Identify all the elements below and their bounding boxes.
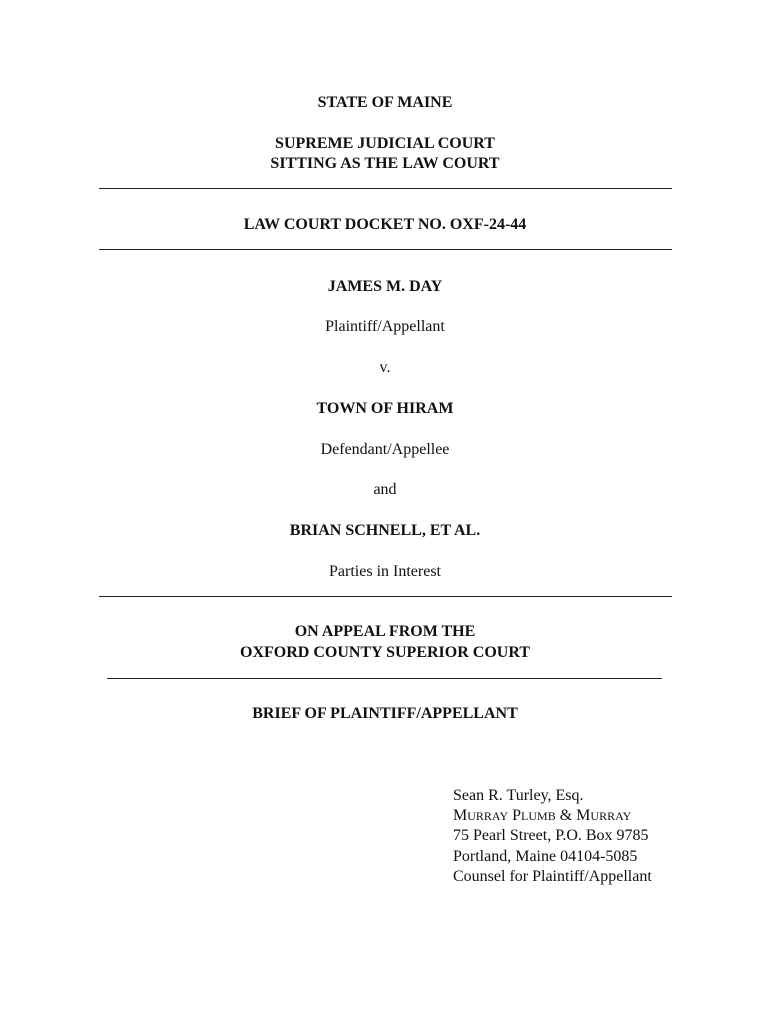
court-name-line2: SITTING AS THE LAW COURT bbox=[270, 155, 500, 172]
address-line2: Portland, Maine 04104-5085 bbox=[453, 848, 638, 865]
state-heading: STATE OF MAINE bbox=[317, 94, 453, 111]
plaintiff-name: JAMES M. DAY bbox=[327, 278, 443, 295]
defendant-role: Defendant/Appellee bbox=[320, 441, 450, 458]
divider-rule bbox=[107, 678, 662, 679]
address-line1: 75 Pearl Street, P.O. Box 9785 bbox=[453, 827, 649, 844]
divider-rule bbox=[99, 249, 672, 250]
court-name-line1: SUPREME JUDICIAL COURT bbox=[275, 135, 495, 152]
law-firm-name: MURRAY PLUMB & MURRAY bbox=[453, 807, 632, 824]
appeal-line1: ON APPEAL FROM THE bbox=[294, 623, 476, 640]
docket-number: LAW COURT DOCKET NO. OXF-24-44 bbox=[243, 216, 527, 233]
interested-party-name: BRIAN SCHNELL, ET AL. bbox=[289, 522, 481, 539]
plaintiff-role: Plaintiff/Appellant bbox=[325, 318, 445, 335]
interested-party-role: Parties in Interest bbox=[329, 563, 441, 580]
brief-title: BRIEF OF PLAINTIFF/APPELLANT bbox=[252, 705, 518, 722]
divider-rule bbox=[99, 188, 672, 189]
appeal-line2: OXFORD COUNTY SUPERIOR COURT bbox=[240, 644, 530, 661]
versus: v. bbox=[379, 359, 391, 376]
conjunction: and bbox=[373, 481, 397, 498]
attorney-name: Sean R. Turley, Esq. bbox=[453, 787, 584, 804]
divider-rule bbox=[99, 596, 672, 597]
counsel-for: Counsel for Plaintiff/Appellant bbox=[453, 868, 652, 885]
defendant-name: TOWN OF HIRAM bbox=[316, 400, 454, 417]
